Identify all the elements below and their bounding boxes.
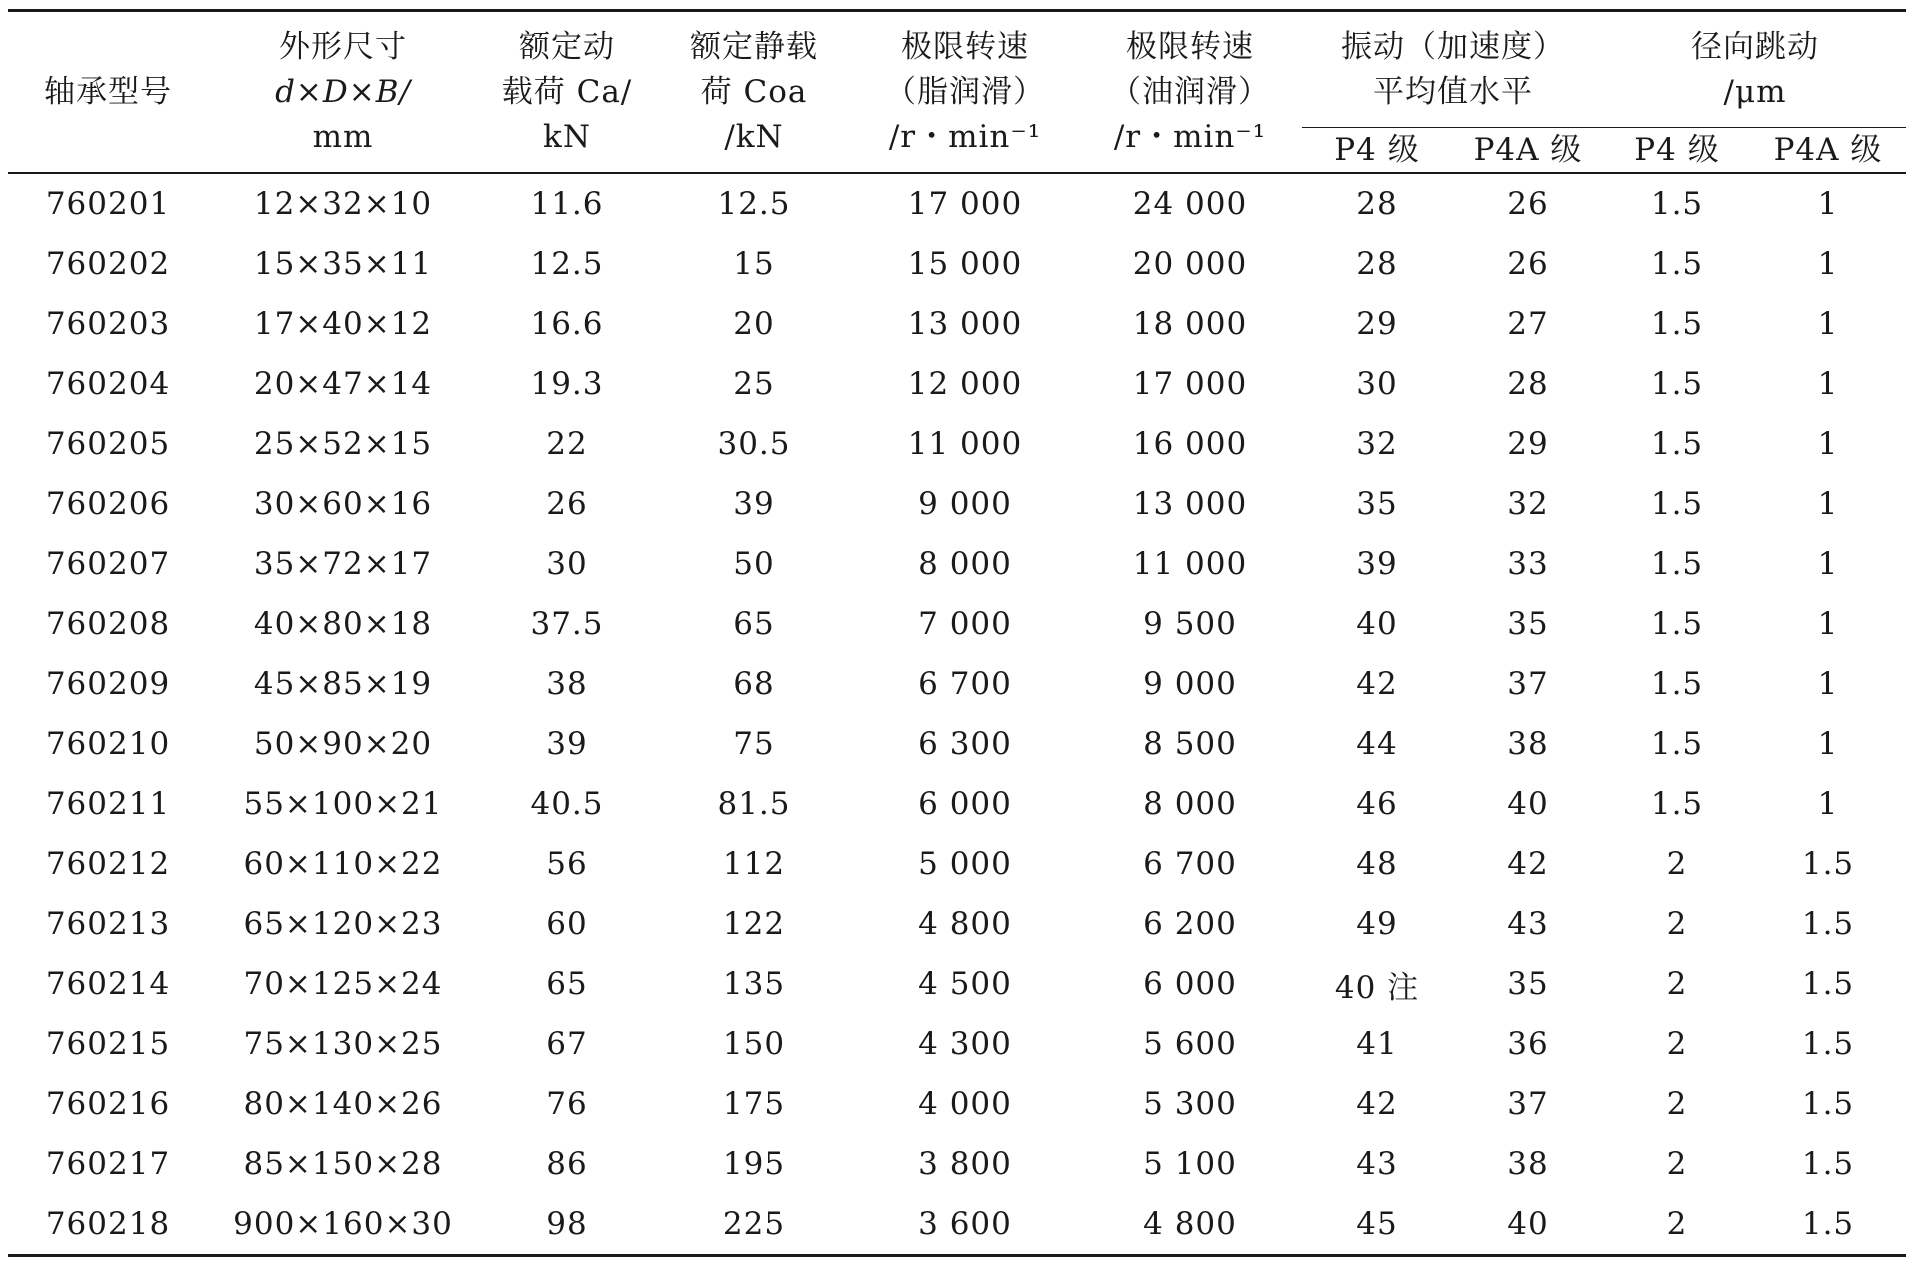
header-text: mm: [312, 118, 374, 155]
table-row: [8, 954, 1906, 1014]
table-row: [8, 234, 1906, 294]
header-text: 荷 Coa: [700, 73, 808, 110]
table-row: [8, 294, 1906, 354]
cell-dimensions: 85×150×28: [243, 1146, 443, 1182]
cell-static-load: 122: [722, 906, 786, 942]
cell-vibration-p4a: 38: [1507, 1146, 1549, 1182]
cell-speed-grease: 3 600: [852, 1194, 1078, 1256]
cell-static-load: 112: [722, 846, 786, 882]
cell-runout-p4a: 1: [1817, 306, 1839, 342]
header-text: kN: [543, 118, 591, 155]
table-row: [8, 1074, 1906, 1134]
cell-runout-p4: 1.5: [1650, 186, 1704, 222]
cell-dimensions: 60×110×22: [243, 846, 443, 882]
table-row: [8, 774, 1906, 834]
cell-model: 760205: [45, 426, 171, 462]
cell-vibration-p4a: 40: [1507, 786, 1549, 822]
cell-runout-p4a: 1.5: [1801, 1086, 1855, 1122]
cell-dynamic-load: 60: [546, 906, 588, 942]
cell-speed-grease: 7 000: [918, 606, 1012, 642]
cell-vibration-p4: 48: [1356, 846, 1398, 882]
cell-vibration-p4: 42: [1356, 666, 1398, 702]
cell-runout-p4a: 1: [1817, 366, 1839, 402]
cell-vibration-p4: 40: [1356, 606, 1398, 642]
cell-runout-p4a: 1: [1817, 486, 1839, 522]
cell-model: 760204: [45, 366, 171, 402]
cell-runout-p4: 1.5: [1650, 546, 1704, 582]
cell-dimensions: 55×100×21: [243, 786, 443, 822]
cell-runout-p4a: 1: [1817, 606, 1839, 642]
cell-speed-oil: 5 300: [1143, 1086, 1237, 1122]
cell-vibration-p4a: 37: [1507, 666, 1549, 702]
cell-dynamic-load: 19.3: [530, 366, 604, 402]
cell-speed-grease: 12 000: [907, 366, 1023, 402]
header-text: （脂润滑）: [885, 73, 1045, 110]
cell-vibration-p4: 40 注: [1334, 969, 1420, 1006]
header-vibration-p4a: P4A 级: [1452, 128, 1604, 174]
cell-runout-p4: 1.5: [1650, 606, 1704, 642]
table-row: [8, 173, 1906, 234]
cell-dynamic-load: 39: [546, 726, 588, 762]
cell-speed-grease: 4 300: [918, 1026, 1012, 1062]
table-row: [8, 894, 1906, 954]
cell-model: 760214: [45, 966, 171, 1002]
cell-speed-oil: 5 100: [1143, 1146, 1237, 1182]
cell-dynamic-load: 38: [546, 666, 588, 702]
table-row: [8, 834, 1906, 894]
cell-model: 760206: [45, 486, 171, 522]
table-row: [8, 1134, 1906, 1194]
cell-speed-oil: 13 000: [1132, 486, 1248, 522]
cell-model: 760213: [45, 906, 171, 942]
cell-model: 760216: [45, 1086, 171, 1122]
cell-runout-p4: 1.5: [1650, 426, 1704, 462]
cell-vibration-p4a: 38: [1507, 726, 1549, 762]
cell-speed-grease: 4 800: [918, 906, 1012, 942]
cell-dimensions: 50×90×20: [253, 726, 433, 762]
cell-model: 760209: [45, 666, 171, 702]
cell-vibration-p4a: 37: [1507, 1086, 1549, 1122]
cell-vibration-p4: 28: [1356, 246, 1398, 282]
header-runout-p4: P4 级: [1604, 128, 1750, 174]
header-runout-p4a: P4A 级: [1750, 128, 1906, 174]
cell-vibration-p4a: 40: [1452, 1194, 1604, 1256]
cell-speed-grease: 6 000: [918, 786, 1012, 822]
table-row: [8, 414, 1906, 474]
cell-static-load: 150: [722, 1026, 786, 1062]
cell-model: 760218: [8, 1194, 208, 1256]
cell-runout-p4a: 1: [1817, 666, 1839, 702]
cell-runout-p4: 2: [1666, 846, 1688, 882]
cell-runout-p4a: 1.5: [1750, 1194, 1906, 1256]
table-row: [8, 594, 1906, 654]
cell-speed-grease: 9 000: [918, 486, 1012, 522]
cell-vibration-p4: 45: [1302, 1194, 1452, 1256]
cell-vibration-p4a: 42: [1507, 846, 1549, 882]
cell-vibration-p4a: 26: [1507, 186, 1549, 222]
cell-speed-grease: 5 000: [918, 846, 1012, 882]
header-text: /μm: [1723, 73, 1787, 110]
header-text: /r・min⁻¹: [1113, 118, 1267, 155]
cell-dimensions: 65×120×23: [243, 906, 443, 942]
cell-model: 760212: [45, 846, 171, 882]
cell-speed-grease: 3 800: [918, 1146, 1012, 1182]
header-bearing-model: [8, 11, 208, 174]
cell-dimensions: 40×80×18: [253, 606, 433, 642]
table-row: [8, 474, 1906, 534]
cell-speed-oil: 24 000: [1132, 186, 1248, 222]
cell-dynamic-load: 16.6: [530, 306, 604, 342]
cell-runout-p4: 2: [1666, 966, 1688, 1002]
cell-vibration-p4: 28: [1356, 186, 1398, 222]
cell-speed-oil: 11 000: [1132, 546, 1248, 582]
cell-model: 760211: [45, 786, 171, 822]
cell-speed-oil: 6 700: [1143, 846, 1237, 882]
cell-static-load: 30.5: [717, 426, 791, 462]
cell-static-load: 225: [656, 1194, 852, 1256]
cell-static-load: 12.5: [717, 186, 791, 222]
table-row: [8, 654, 1906, 714]
table-row: [8, 534, 1906, 594]
cell-runout-p4a: 1.5: [1801, 966, 1855, 1002]
cell-speed-oil: 8 000: [1143, 786, 1237, 822]
cell-model: 760217: [45, 1146, 171, 1182]
cell-dimensions: 30×60×16: [253, 486, 433, 522]
cell-vibration-p4a: 29: [1507, 426, 1549, 462]
cell-runout-p4: 1.5: [1650, 726, 1704, 762]
cell-dimensions: 35×72×17: [253, 546, 433, 582]
cell-speed-grease: 4 000: [918, 1086, 1012, 1122]
cell-dynamic-load: 98: [478, 1194, 656, 1256]
header-row-top: [8, 11, 1906, 128]
cell-dynamic-load: 56: [546, 846, 588, 882]
cell-vibration-p4: 35: [1356, 486, 1398, 522]
cell-speed-oil: 9 500: [1143, 606, 1237, 642]
cell-dimensions: 17×40×12: [253, 306, 433, 342]
cell-speed-oil: 17 000: [1132, 366, 1248, 402]
cell-model: 760215: [45, 1026, 171, 1062]
cell-runout-p4: 1.5: [1650, 786, 1704, 822]
cell-static-load: 20: [733, 306, 775, 342]
cell-dynamic-load: 37.5: [530, 606, 604, 642]
cell-dimensions: 80×140×26: [243, 1086, 443, 1122]
header-vibration-p4: P4 级: [1302, 128, 1452, 174]
cell-static-load: 75: [733, 726, 775, 762]
table-row: [8, 354, 1906, 414]
cell-dynamic-load: 67: [546, 1026, 588, 1062]
cell-static-load: 175: [722, 1086, 786, 1122]
cell-static-load: 50: [733, 546, 775, 582]
header-text: /r・min⁻¹: [888, 118, 1042, 155]
header-text: d×D×B/: [275, 73, 411, 110]
header-text: 载荷 Ca/: [501, 73, 633, 110]
table-header: [8, 11, 1906, 174]
cell-runout-p4a: 1: [1817, 246, 1839, 282]
cell-speed-grease: 13 000: [907, 306, 1023, 342]
cell-runout-p4a: 1: [1817, 186, 1839, 222]
cell-speed-oil: 9 000: [1143, 666, 1237, 702]
cell-vibration-p4: 49: [1356, 906, 1398, 942]
cell-dimensions: 25×52×15: [253, 426, 433, 462]
cell-speed-oil: 16 000: [1132, 426, 1248, 462]
cell-vibration-p4: 32: [1356, 426, 1398, 462]
cell-runout-p4a: 1: [1817, 786, 1839, 822]
cell-speed-grease: 15 000: [907, 246, 1023, 282]
cell-dynamic-load: 30: [546, 546, 588, 582]
cell-speed-oil: 6 200: [1143, 906, 1237, 942]
cell-runout-p4a: 1.5: [1801, 906, 1855, 942]
cell-vibration-p4: 44: [1356, 726, 1398, 762]
table-body: [8, 173, 1906, 1256]
header-vibration: [1302, 11, 1604, 128]
cell-runout-p4a: 1.5: [1801, 1146, 1855, 1182]
cell-vibration-p4a: 35: [1507, 606, 1549, 642]
cell-speed-grease: 4 500: [918, 966, 1012, 1002]
cell-vibration-p4: 42: [1356, 1086, 1398, 1122]
cell-vibration-p4: 46: [1356, 786, 1398, 822]
cell-runout-p4: 2: [1666, 1026, 1688, 1062]
table-row: [8, 1014, 1906, 1074]
cell-vibration-p4: 39: [1356, 546, 1398, 582]
cell-dimensions: 15×35×11: [253, 246, 433, 282]
cell-dynamic-load: 22: [546, 426, 588, 462]
cell-dynamic-load: 26: [546, 486, 588, 522]
table-row: [8, 1194, 1906, 1256]
cell-vibration-p4a: 43: [1507, 906, 1549, 942]
cell-vibration-p4a: 32: [1507, 486, 1549, 522]
cell-dynamic-load: 76: [546, 1086, 588, 1122]
cell-vibration-p4a: 36: [1507, 1026, 1549, 1062]
cell-model: 760207: [45, 546, 171, 582]
cell-speed-grease: 17 000: [907, 186, 1023, 222]
cell-runout-p4a: 1: [1817, 426, 1839, 462]
cell-vibration-p4: 29: [1356, 306, 1398, 342]
cell-runout-p4: 2: [1666, 1146, 1688, 1182]
cell-dynamic-load: 40.5: [530, 786, 604, 822]
cell-dimensions: 900×160×30: [208, 1194, 478, 1256]
cell-model: 760208: [45, 606, 171, 642]
cell-speed-oil: 4 800: [1078, 1194, 1302, 1256]
cell-static-load: 135: [722, 966, 786, 1002]
cell-runout-p4: 2: [1666, 906, 1688, 942]
cell-vibration-p4: 41: [1356, 1026, 1398, 1062]
cell-dimensions: 75×130×25: [243, 1026, 443, 1062]
cell-static-load: 68: [733, 666, 775, 702]
cell-speed-oil: 18 000: [1132, 306, 1248, 342]
cell-runout-p4: 1.5: [1650, 246, 1704, 282]
cell-dynamic-load: 86: [546, 1146, 588, 1182]
cell-vibration-p4a: 28: [1507, 366, 1549, 402]
cell-dynamic-load: 11.6: [530, 186, 604, 222]
cell-speed-grease: 8 000: [918, 546, 1012, 582]
cell-vibration-p4a: 27: [1507, 306, 1549, 342]
cell-static-load: 65: [733, 606, 775, 642]
header-radial-runout: [1604, 11, 1906, 128]
cell-runout-p4a: 1: [1817, 546, 1839, 582]
header-text: 极限转速: [901, 28, 1029, 65]
header-text: 外形尺寸: [279, 28, 407, 65]
cell-model: 760210: [45, 726, 171, 762]
cell-dimensions: 12×32×10: [253, 186, 433, 222]
cell-dimensions: 70×125×24: [243, 966, 443, 1002]
cell-runout-p4: 1.5: [1650, 306, 1704, 342]
cell-static-load: 15: [733, 246, 775, 282]
cell-model: 760203: [45, 306, 171, 342]
cell-vibration-p4a: 33: [1507, 546, 1549, 582]
header-text: 轴承型号: [44, 73, 172, 110]
header-text: 额定静载: [690, 28, 818, 65]
header-text: 极限转速: [1126, 28, 1254, 65]
header-text: （油润滑）: [1110, 73, 1270, 110]
table-row: [8, 714, 1906, 774]
cell-speed-grease: 11 000: [907, 426, 1023, 462]
cell-static-load: 195: [722, 1146, 786, 1182]
cell-static-load: 25: [733, 366, 775, 402]
cell-runout-p4a: 1.5: [1801, 1026, 1855, 1062]
cell-runout-p4: 2: [1604, 1194, 1750, 1256]
cell-dimensions: 20×47×14: [253, 366, 433, 402]
cell-speed-oil: 20 000: [1132, 246, 1248, 282]
cell-runout-p4: 1.5: [1650, 366, 1704, 402]
cell-speed-grease: 6 300: [918, 726, 1012, 762]
bearing-spec-table: [8, 9, 1906, 1257]
cell-speed-grease: 6 700: [918, 666, 1012, 702]
cell-dynamic-load: 65: [546, 966, 588, 1002]
header-text: 平均值水平: [1373, 73, 1533, 110]
header-dimensions: [208, 11, 478, 174]
cell-runout-p4: 2: [1666, 1086, 1688, 1122]
cell-vibration-p4: 43: [1356, 1146, 1398, 1182]
header-text: /kN: [724, 118, 784, 155]
cell-vibration-p4a: 35: [1507, 966, 1549, 1002]
cell-vibration-p4: 30: [1356, 366, 1398, 402]
cell-static-load: 81.5: [717, 786, 791, 822]
header-speed-grease: [852, 11, 1078, 174]
header-text: 额定动: [519, 28, 615, 65]
cell-vibration-p4a: 26: [1507, 246, 1549, 282]
cell-runout-p4a: 1: [1817, 726, 1839, 762]
cell-speed-oil: 8 500: [1143, 726, 1237, 762]
cell-speed-oil: 5 600: [1143, 1026, 1237, 1062]
header-dynamic-load: [478, 11, 656, 174]
cell-runout-p4: 1.5: [1650, 666, 1704, 702]
cell-model: 760202: [45, 246, 171, 282]
cell-model: 760201: [45, 186, 171, 222]
header-text: 振动（加速度）: [1341, 28, 1565, 65]
cell-runout-p4a: 1.5: [1801, 846, 1855, 882]
header-text: 径向跳动: [1691, 28, 1819, 65]
header-speed-oil: [1078, 11, 1302, 174]
cell-runout-p4: 1.5: [1650, 486, 1704, 522]
cell-dimensions: 45×85×19: [253, 666, 433, 702]
header-static-load: [656, 11, 852, 174]
cell-speed-oil: 6 000: [1143, 966, 1237, 1002]
cell-static-load: 39: [733, 486, 775, 522]
cell-dynamic-load: 12.5: [530, 246, 604, 282]
